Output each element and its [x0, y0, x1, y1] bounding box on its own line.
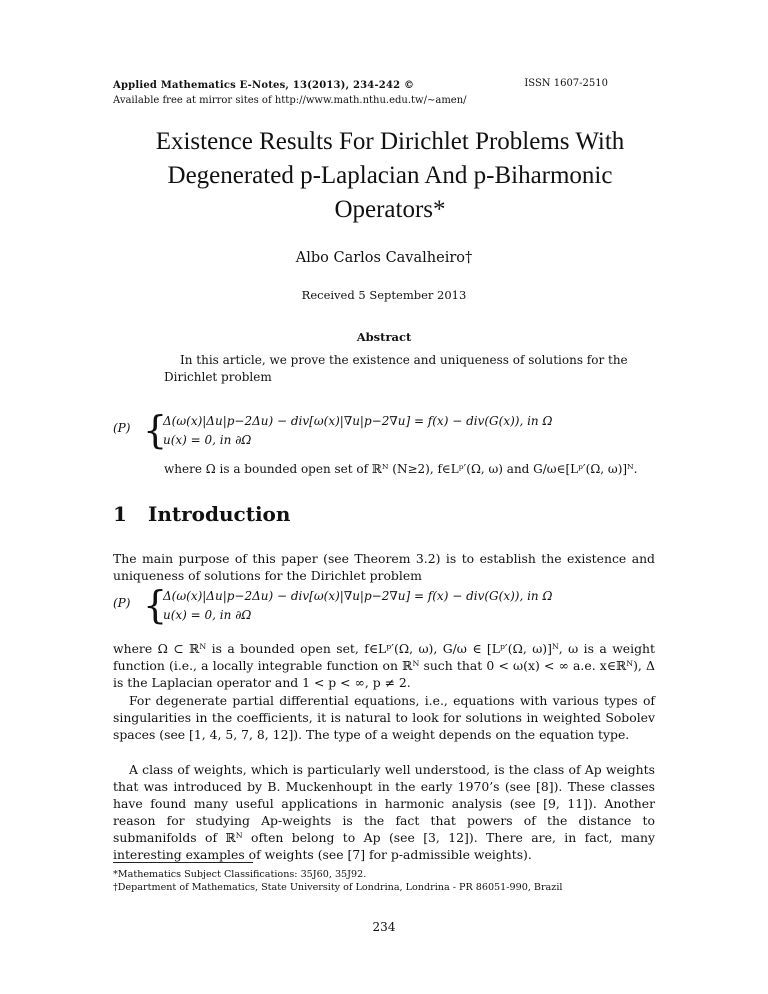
title-line-3: Operators*	[334, 196, 446, 223]
paper-title	[100, 125, 680, 227]
equation-line-2: u(x) = 0, in ∂Ω	[163, 433, 252, 447]
intro-paragraph-3: For degenerate partial differential equations, i.e., equations with various types of singularities in the coefficients, it is natural to look for solutions in weighted Sobolev spaces (see [1, 4, 5, 7, 8, 12]). The type of a weight depends on the equation type.	[113, 693, 655, 742]
equation-label: (P)	[113, 596, 131, 610]
abstract-text: In this article, we prove the existence and uniqueness of solutions for the Dirichlet problem	[164, 353, 628, 384]
equation-line-1: Δ(ω(x)|Δu|p−2Δu) − div[ω(x)|∇u|p−2∇u] = f(x) − div(G(x)), in Ω	[163, 589, 553, 603]
abstract-heading: Abstract	[356, 330, 412, 344]
equation-line-1: Δ(ω(x)|Δu|p−2Δu) − div[ω(x)|∇u|p−2∇u] = f(x) − div(G(x)), in Ω	[163, 414, 553, 428]
mirror-note: Available free at mirror sites of http://www.math.nthu.edu.tw/∼amen/	[113, 95, 467, 106]
footnote-2: †Department of Mathematics, State University of Londrina, Londrina - PR 86051-990, Brazil	[113, 882, 563, 893]
section-title: Introduction	[148, 502, 291, 526]
brace-icon: {	[143, 408, 168, 452]
brace-icon: {	[143, 583, 168, 627]
section-number: 1	[113, 502, 127, 526]
received-date: Received 5 September 2013	[301, 288, 467, 302]
equation-label: (P)	[113, 421, 131, 435]
title-line-1: Existence Results For Dirichlet Problems With	[155, 128, 625, 155]
author: Albo Carlos Cavalheiro†	[295, 250, 473, 266]
abstract-equation	[113, 408, 673, 455]
footnote-rule	[113, 862, 253, 863]
title-line-2: Degenerated p-Laplacian And p-Biharmonic	[167, 162, 613, 189]
equation-line-2: u(x) = 0, in ∂Ω	[163, 608, 252, 622]
issn: ISSN 1607-2510	[524, 78, 608, 89]
page-number: 234	[372, 920, 396, 934]
abstract-where: where Ω is a bounded open set of ℝᴺ (N≥2), f∈Lᵖ′(Ω, ω) and G/ω∈[Lᵖ′(Ω, ω)]ᴺ.	[164, 462, 638, 476]
intro-equation	[113, 583, 673, 630]
footnote-1: *Mathematics Subject Classifications: 35J60, 35J92.	[113, 869, 367, 880]
intro-paragraph-1: The main purpose of this paper (see Theorem 3.2) is to establish the existence and uniqueness of solutions for the Dirichlet problem	[113, 551, 655, 583]
running-header	[113, 78, 467, 108]
journal-citation: Applied Mathematics E-Notes, 13(2013), 234-242 ©	[113, 80, 415, 91]
intro-paragraph-4: A class of weights, which is particularly well understood, is the class of Ap weights that was introduced by B. Muckenhoupt in the early 1970’s (see [8]). These classes have found many useful applications in harmonic analysis (see [9, 11]). Another reason for studying Ap-weights is the fact that powers of the distance to submanifolds of ℝᴺ often belong to Ap (see [3, 12]). There are, in fact, many interesting examples of weights (see [7] for p-admissible weights).	[113, 762, 655, 862]
intro-paragraph-2: where Ω ⊂ ℝᴺ is a bounded open set, f∈Lᵖ′(Ω, ω), G/ω ∈ [Lᵖ′(Ω, ω)]ᴺ, ω is a weight function (i.e., a locally integrable function on ℝᴺ such that 0 < ω(x) < ∞ a.e. x∈ℝᴺ), Δ is the Laplacian operator and 1 < p < ∞, p ≠ 2.	[113, 641, 655, 690]
section-heading	[113, 502, 290, 526]
